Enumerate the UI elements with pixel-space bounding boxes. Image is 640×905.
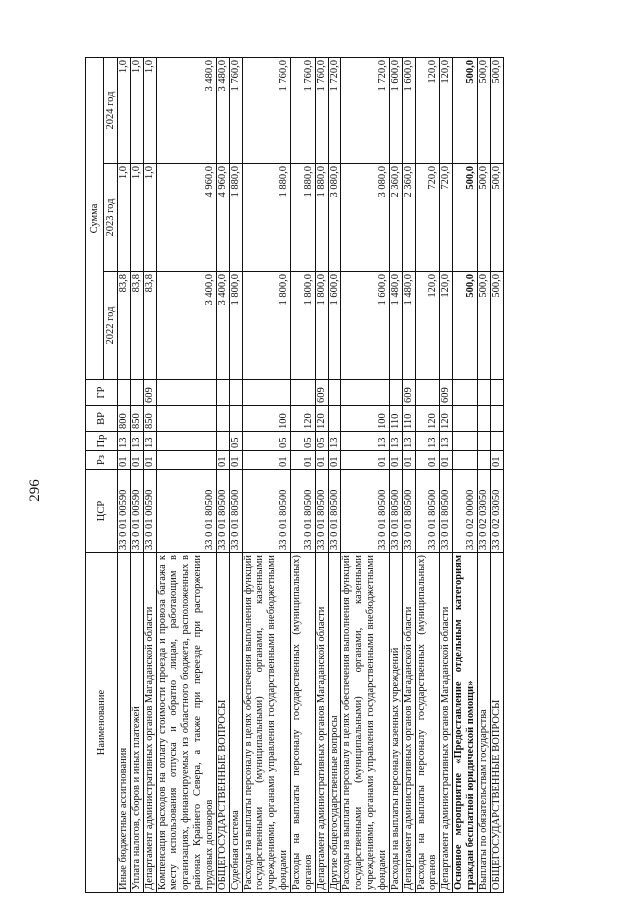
header-year-2024: 2024 год: [104, 58, 118, 164]
table-row: [477, 58, 490, 893]
header-gr: ГР: [86, 380, 118, 406]
row-sum-2022: 120,0: [415, 272, 440, 380]
row-sum-2023: 1,0: [143, 164, 156, 272]
row-rz: 01: [490, 451, 503, 470]
row-pr: 13: [341, 432, 389, 451]
row-vr: 100: [242, 406, 290, 432]
row-sum-2024: 1 720,0: [341, 58, 389, 164]
header-year-2022: 2022 год: [104, 272, 118, 380]
row-name: Уплата налогов, сборов и иных платежей: [130, 553, 143, 893]
table-body: [118, 58, 504, 893]
row-vr: 110: [389, 406, 402, 432]
row-vr: [216, 406, 229, 432]
row-csr: 33 0 01 80500: [229, 470, 242, 553]
row-vr: [156, 406, 216, 432]
row-csr: 33 0 01 80500: [216, 470, 229, 553]
row-name: Другие общегосударственные вопросы: [328, 553, 341, 893]
row-pr: [477, 432, 490, 451]
row-rz: 01: [402, 451, 415, 470]
row-gr: [328, 380, 341, 406]
row-rz: 01: [389, 451, 402, 470]
row-sum-2023: 1,0: [130, 164, 143, 272]
row-sum-2023: 4 960,0: [216, 164, 229, 272]
table-row: [291, 58, 316, 893]
row-sum-2024: 500,0: [490, 58, 503, 164]
row-csr: 33 0 01 80500: [389, 470, 402, 553]
row-rz: 01: [315, 451, 328, 470]
row-sum-2024: 1 600,0: [389, 58, 402, 164]
row-sum-2024: 1 760,0: [291, 58, 316, 164]
row-name: ОБЩЕГОСУДАРСТВЕННЫЕ ВОПРОСЫ: [490, 553, 503, 893]
row-sum-2023: 1,0: [118, 164, 131, 272]
row-gr: [229, 380, 242, 406]
row-pr: 13: [328, 432, 341, 451]
row-sum-2022: 3 400,0: [216, 272, 229, 380]
row-sum-2024: 1 600,0: [402, 58, 415, 164]
row-rz: 01: [229, 451, 242, 470]
row-pr: [490, 432, 503, 451]
header-year-2023: 2023 год: [104, 164, 118, 272]
row-sum-2023: 500,0: [453, 164, 478, 272]
row-vr: 800: [118, 406, 131, 432]
row-sum-2023: 2 360,0: [389, 164, 402, 272]
row-vr: [477, 406, 490, 432]
row-pr: 13: [389, 432, 402, 451]
row-csr: 33 0 01 80500: [402, 470, 415, 553]
row-sum-2023: 3 080,0: [328, 164, 341, 272]
row-sum-2024: 120,0: [415, 58, 440, 164]
table-row: [328, 58, 341, 893]
row-rz: [453, 451, 478, 470]
row-pr: 05: [291, 432, 316, 451]
row-name: Выплаты по обязательствам государства: [477, 553, 490, 893]
row-sum-2023: 720,0: [440, 164, 453, 272]
header-rz: Рз: [86, 451, 118, 470]
table-row: [156, 58, 216, 893]
row-pr: 13: [402, 432, 415, 451]
table-row: [315, 58, 328, 893]
row-rz: 01: [440, 451, 453, 470]
table-row: [341, 58, 389, 893]
row-sum-2023: 500,0: [477, 164, 490, 272]
budget-table: [85, 57, 504, 893]
row-pr: 13: [130, 432, 143, 451]
row-sum-2022: 1 800,0: [291, 272, 316, 380]
row-rz: 01: [291, 451, 316, 470]
row-rz: 01: [130, 451, 143, 470]
row-rz: 01: [328, 451, 341, 470]
row-name: Департамент административных органов Магаданской области: [143, 553, 156, 893]
row-vr: [490, 406, 503, 432]
row-pr: [216, 432, 229, 451]
row-sum-2022: 1 600,0: [341, 272, 389, 380]
row-sum-2023: 1 880,0: [291, 164, 316, 272]
row-gr: 609: [402, 380, 415, 406]
row-gr: [477, 380, 490, 406]
row-gr: [415, 380, 440, 406]
table-row: [118, 58, 131, 893]
row-sum-2022: 83,8: [130, 272, 143, 380]
row-vr: 120: [440, 406, 453, 432]
row-sum-2024: 1,0: [143, 58, 156, 164]
row-pr: 05: [229, 432, 242, 451]
row-sum-2024: 1 760,0: [242, 58, 290, 164]
row-name: ОБЩЕГОСУДАРСТВЕННЫЕ ВОПРОСЫ: [216, 553, 229, 893]
header-pr: Пр: [86, 432, 118, 451]
row-vr: 850: [143, 406, 156, 432]
table-row: [242, 58, 290, 893]
row-pr: [156, 432, 216, 451]
row-csr: 33 0 01 00590: [130, 470, 143, 553]
row-rz: 01: [341, 451, 389, 470]
row-csr: 33 0 01 80500: [156, 470, 216, 553]
row-sum-2022: 1 600,0: [328, 272, 341, 380]
row-sum-2022: 83,8: [143, 272, 156, 380]
row-sum-2024: 1 760,0: [229, 58, 242, 164]
row-rz: [477, 451, 490, 470]
row-pr: 05: [315, 432, 328, 451]
row-vr: 120: [291, 406, 316, 432]
row-gr: [389, 380, 402, 406]
row-gr: [341, 380, 389, 406]
row-sum-2022: 500,0: [477, 272, 490, 380]
row-sum-2022: 120,0: [440, 272, 453, 380]
row-name: Департамент административных органов Магаданской области: [402, 553, 415, 893]
page-number: 296: [26, 479, 43, 502]
row-csr: 33 0 02 00000: [453, 470, 478, 553]
row-pr: 05: [242, 432, 290, 451]
row-name: Основное мероприятие «Предоставление отдельным категориям граждан бесплатной юридической помощи»: [453, 553, 478, 893]
row-sum-2024: 120,0: [440, 58, 453, 164]
row-name: Расходы на выплаты персоналу казенных учреждений: [389, 553, 402, 893]
row-vr: 120: [315, 406, 328, 432]
row-pr: [453, 432, 478, 451]
row-csr: 33 0 01 00590: [143, 470, 156, 553]
row-sum-2022: 1 800,0: [315, 272, 328, 380]
row-csr: 33 0 01 80500: [242, 470, 290, 553]
row-sum-2024: 1 720,0: [328, 58, 341, 164]
row-sum-2023: 3 080,0: [341, 164, 389, 272]
row-gr: [130, 380, 143, 406]
row-csr: 33 0 01 80500: [291, 470, 316, 553]
row-csr: 33 0 01 80500: [415, 470, 440, 553]
row-csr: 33 0 01 80500: [328, 470, 341, 553]
row-gr: 609: [143, 380, 156, 406]
row-sum-2024: 1,0: [118, 58, 131, 164]
row-sum-2023: 4 960,0: [156, 164, 216, 272]
row-vr: 110: [402, 406, 415, 432]
row-csr: 33 0 01 00590: [118, 470, 131, 553]
rotated-table-container: [85, 58, 555, 893]
row-pr: 13: [143, 432, 156, 451]
row-gr: [291, 380, 316, 406]
row-sum-2022: 1 480,0: [402, 272, 415, 380]
row-rz: 01: [242, 451, 290, 470]
row-name: Судебная система: [229, 553, 242, 893]
table-row: [389, 58, 402, 893]
row-csr: 33 0 02 03050: [490, 470, 503, 553]
row-sum-2022: 500,0: [490, 272, 503, 380]
row-vr: [229, 406, 242, 432]
row-sum-2022: 1 800,0: [229, 272, 242, 380]
table-row: [216, 58, 229, 893]
row-csr: 33 0 01 80500: [315, 470, 328, 553]
row-gr: [156, 380, 216, 406]
row-pr: 13: [440, 432, 453, 451]
row-vr: 850: [130, 406, 143, 432]
row-rz: 01: [143, 451, 156, 470]
row-rz: [156, 451, 216, 470]
row-sum-2024: 500,0: [477, 58, 490, 164]
header-sum: Сумма: [86, 58, 104, 380]
row-name: Расходы на выплаты персоналу государственных (муниципальных) органов: [291, 553, 316, 893]
row-name: Компенсация расходов на оплату стоимости проезда и провоза багажа к месту использования отпуска и обратно лицам, работающим в организациях, финансируемых из областного бюджета, расположенных в районах Крайнего Севера, а также при переезде при расторжении трудовых договоров: [156, 553, 216, 893]
row-vr: [453, 406, 478, 432]
row-gr: [118, 380, 131, 406]
table-row: [440, 58, 453, 893]
row-sum-2022: 3 400,0: [156, 272, 216, 380]
row-sum-2022: 83,8: [118, 272, 131, 380]
row-name: Иные бюджетные ассигнования: [118, 553, 131, 893]
row-sum-2022: 1 800,0: [242, 272, 290, 380]
row-sum-2023: 500,0: [490, 164, 503, 272]
row-sum-2024: 3 480,0: [216, 58, 229, 164]
table-row: [402, 58, 415, 893]
row-csr: 33 0 01 80500: [440, 470, 453, 553]
row-gr: [490, 380, 503, 406]
row-gr: 609: [440, 380, 453, 406]
row-rz: 01: [415, 451, 440, 470]
row-pr: 13: [415, 432, 440, 451]
row-sum-2023: 1 880,0: [229, 164, 242, 272]
row-sum-2023: 720,0: [415, 164, 440, 272]
row-csr: 33 0 02 03050: [477, 470, 490, 553]
row-gr: [216, 380, 229, 406]
row-sum-2024: 1 760,0: [315, 58, 328, 164]
row-sum-2024: 500,0: [453, 58, 478, 164]
row-pr: 13: [118, 432, 131, 451]
row-sum-2022: 500,0: [453, 272, 478, 380]
row-vr: 100: [341, 406, 389, 432]
row-name: Департамент административных органов Магаданской области: [315, 553, 328, 893]
row-gr: [453, 380, 478, 406]
header-csr: ЦСР: [86, 470, 118, 553]
table-row: [143, 58, 156, 893]
table-row: [415, 58, 440, 893]
row-sum-2023: 1 880,0: [242, 164, 290, 272]
row-gr: [242, 380, 290, 406]
row-name: Расходы на выплаты персоналу государственных (муниципальных) органов: [415, 553, 440, 893]
row-gr: 609: [315, 380, 328, 406]
row-rz: 01: [216, 451, 229, 470]
table-row: [229, 58, 242, 893]
row-sum-2023: 1 880,0: [315, 164, 328, 272]
row-name: Департамент административных органов Магаданской области: [440, 553, 453, 893]
row-name: Расходы на выплаты персоналу в целях обеспечения выполнения функций государственными (муниципальными) органами, казенными учреждениями, органами управления государственными внебюджетными фондами: [341, 553, 389, 893]
row-sum-2024: 1,0: [130, 58, 143, 164]
table-row: [490, 58, 503, 893]
header-name: Наименование: [86, 553, 118, 893]
header-vr: ВР: [86, 406, 118, 432]
row-csr: 33 0 01 80500: [341, 470, 389, 553]
row-name: Расходы на выплаты персоналу в целях обеспечения выполнения функций государственными (муниципальными) органами, казенными учреждениями, органами управления государственными внебюджетными фондами: [242, 553, 290, 893]
table-row: [130, 58, 143, 893]
row-sum-2024: 3 480,0: [156, 58, 216, 164]
row-vr: [328, 406, 341, 432]
row-rz: 01: [118, 451, 131, 470]
row-sum-2022: 1 480,0: [389, 272, 402, 380]
row-sum-2023: 2 360,0: [402, 164, 415, 272]
row-vr: 120: [415, 406, 440, 432]
table-row: [453, 58, 478, 893]
